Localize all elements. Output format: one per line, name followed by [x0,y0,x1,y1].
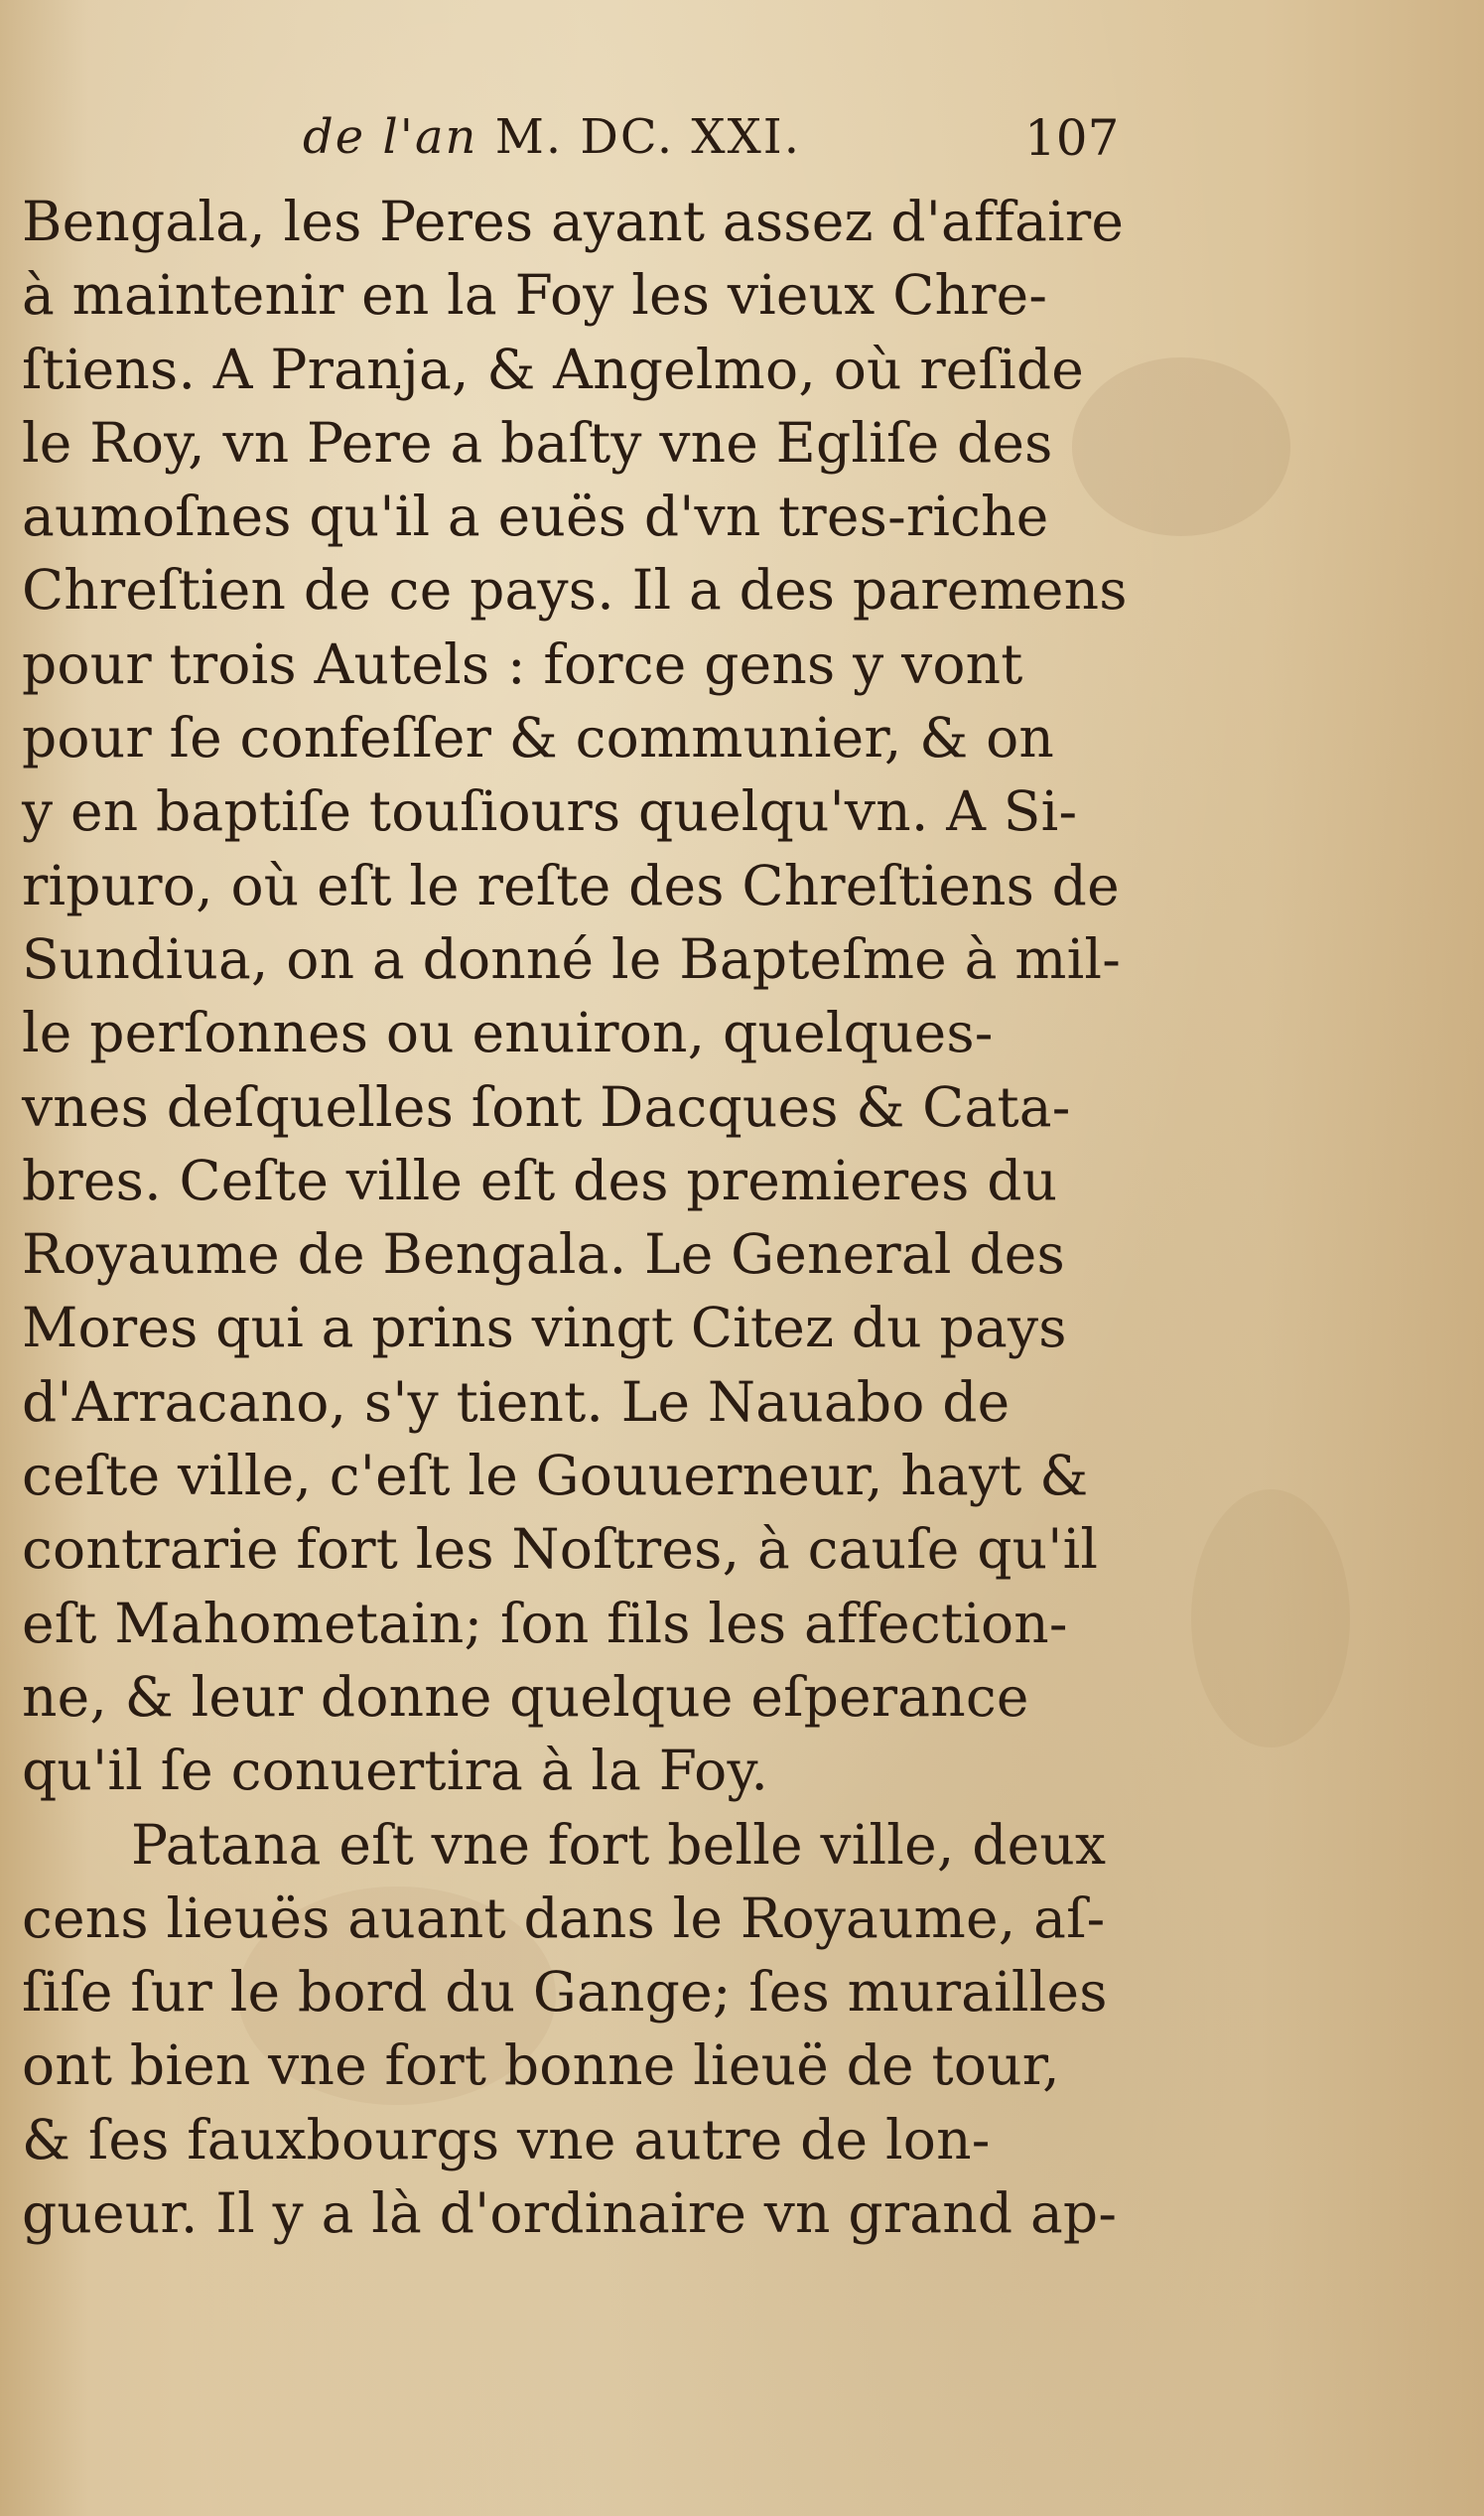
text-line: & ſes fauxbourgs vne autre de lon- [22,2107,991,2171]
text-line: Bengala, les Peres ayant assez d'affaire [22,190,1125,253]
paragraph-first-line: Patana eſt vne fort belle ville, deux [131,1812,1107,1877]
body-text [22,185,1153,2250]
text-line: Mores qui a prins vingt Citez du pays [22,1296,1067,1360]
text-line: gueur. Il y a là d'ordinaire vn grand ap- [22,2181,1118,2246]
text-line: d'Arracano, s'y tient. Le Nauabo de [22,1369,1011,1434]
text-line: pour ſe confeſſer & communier, & on [22,706,1055,770]
text-line: ſtiens. A Pranja, & Angelmo, où reſide [22,337,1085,401]
paper-stain [1191,1489,1350,1747]
text-line: le Roy, vn Pere a baſty vne Egliſe des [22,410,1053,475]
text-line: ont bien vne fort bonne lieuë de tour, [22,2033,1060,2098]
text-line: à maintenir en la Foy les vieux Chre- [22,263,1048,328]
text-line: ne, & leur donne quelque eſperance [22,1664,1029,1729]
text-line: aumoſnes qu'il a euës d'vn tres-riche [22,485,1049,549]
text-line: eſt Mahometain; ſon fils les affection- [22,1591,1068,1655]
text-line: bres. Ceſte ville eſt des premieres du [22,1148,1058,1212]
running-head [303,109,801,165]
text-line: Sundiua, on a donné le Bapteſme à mil- [22,926,1122,991]
text-line: vnes deſquelles ſont Dacques & Cata- [22,1074,1071,1139]
text-line: cens lieuës auant dans le Royaume, aſ- [22,1886,1106,1950]
text-line: le perſonnes ou enuiron, quelques- [22,1001,994,1065]
page-number: 107 [1024,109,1120,167]
text-line: ſiſe ſur le bord du Gange; ſes murailles [22,1960,1108,2025]
text-line: y en baptiſe touſiours quelqu'vn. A Si- [22,779,1078,844]
text-line: Royaume de Bengala. Le General des [22,1222,1065,1287]
text-line: ceſte ville, c'eſt le Gouuerneur, hayt & [22,1444,1089,1508]
text-line: pour trois Autels : force gens y vont [22,631,1023,696]
text-line: Chreſtien de ce pays. Il a des paremens [22,558,1128,623]
running-head-italic: de l'an [303,109,478,165]
running-head-caps: M. DC. XXI. [494,109,801,165]
page-header [0,99,1484,189]
text-line: qu'il ſe conuertira à la Foy. [22,1739,769,1803]
text-line: contrarie fort les Noſtres, à cauſe qu'il [22,1517,1099,1582]
text-line: ripuro, où eſt le reſte des Chreſtiens de [22,853,1120,917]
